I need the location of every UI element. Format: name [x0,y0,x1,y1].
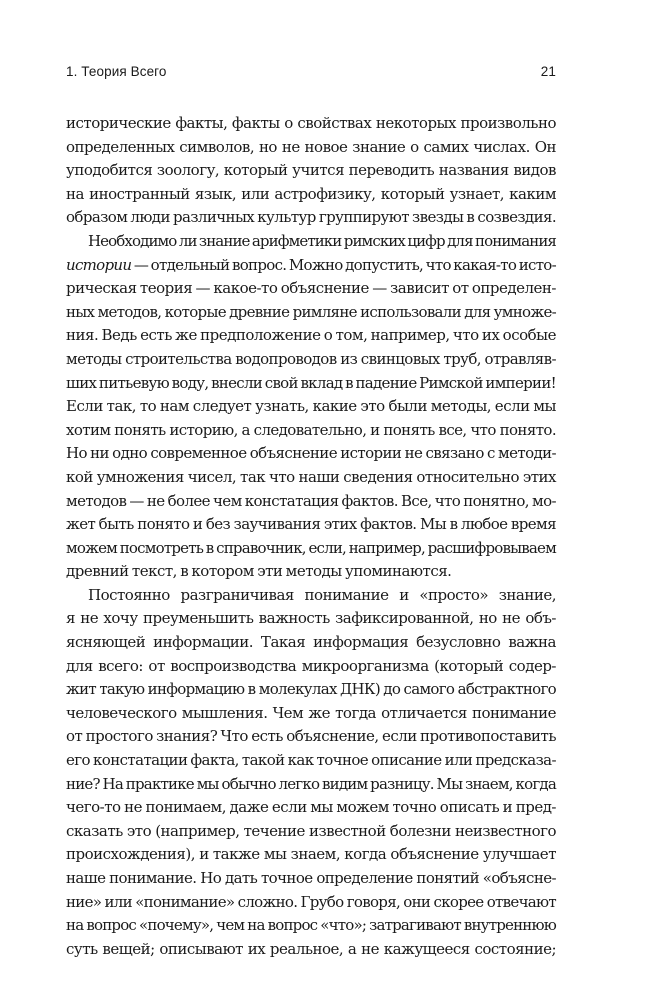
text-line: Постоянно разграничивая понимание и «просто» знание, [88,585,556,604]
text-line: определенных символов, но не новое знание о самих числах. Он [66,137,556,156]
paragraph [66,584,556,962]
text-line: ных методов, которые древние римляне использовали для умноже- [66,302,556,321]
text-line: от простого знания? Что есть объяснение, если противопоставить [66,727,557,746]
text-line: суть вещей; описывают их реальное, а не кажущееся состояние; [66,939,556,958]
text-line: для всего: от воспроизводства микроорганизма (который содер- [66,656,556,675]
text-line: можем посмотреть в справочник, если, например, расшифровываем [66,538,556,557]
text-line: Необходимо ли знание арифметики римских цифр для понимания [88,231,556,250]
text-line: на вопрос «почему», чем на вопрос «что»; затрагивают внутреннюю [66,916,556,935]
text-line: Если так, то нам следует узнать, какие это были методы, если мы [66,397,556,416]
paragraph [66,112,556,230]
text-line: человеческого мышления. Чем же тогда отличается понимание [66,703,556,722]
text-line: методы строительства водопроводов из свинцовых труб, отравляв- [66,349,556,368]
text-line: хотим понять историю, а следовательно, и понять все, что понято. [66,420,556,439]
text-line: уподобится зоологу, который учится переводить названия видов [66,161,556,180]
text-line: методов — не более чем констатация фактов. Все, что понятно, мо- [66,491,556,510]
body-text [66,112,556,961]
text-line: ние» или «понимание» сложно. Грубо говоря, они скорее отвечают [66,892,556,911]
text-line: древний текст, в котором эти методы упоминаются. [66,562,452,581]
text-line: Но ни одно современное объяснение истории не связано с методи- [66,444,556,463]
text-line: сказать это (например, течение известной болезни неизвестного [66,821,556,840]
text-line: ясняющей информации. Такая информация безусловно важна [66,633,556,652]
text-line: ния. Ведь есть же предположение о том, например, что их особые [66,326,556,345]
text-line: чего-то не понимаем, даже если мы можем точно описать и пред- [66,798,556,817]
text-line: образом люди различных культур группируют звезды в созвездия. [66,208,556,227]
text-line: исторические факты, факты о свойствах некоторых произвольно [66,114,556,132]
chapter-title: 1. Теория Всего [66,64,167,79]
text-line: происхождения), и также мы знаем, когда объяснение улучшает [66,845,556,864]
italic-word: истории [66,255,132,274]
text-line: ние? На практике мы обычно легко видим разницу. Мы знаем, когда [66,774,556,793]
text-line: рическая теория — какое-то объяснение — зависит от определен- [66,279,556,298]
text-line: его констатации факта, такой как точное описание или предсказа- [66,751,556,770]
text-line: на иностранный язык, или астрофизику, который узнает, каким [66,184,556,203]
text-fragment: — отдельный вопрос. Можно допустить, что какая-то исто- [131,255,556,274]
text-line: жет быть понято и без заучивания этих фактов. Мы в любое время [66,515,556,534]
text-line [66,254,556,278]
text-line: я не хочу преуменьшить важность зафиксированной, но не объ- [66,609,556,628]
page-number: 21 [540,64,556,79]
running-head [66,64,556,84]
paragraph [66,230,556,584]
text-line: наше понимание. Но дать точное определение понятий «объясне- [66,869,556,887]
text-line: ших питьевую воду, внесли свой вклад в падение Римской империи! [66,373,556,392]
text-line: жит такую информацию в молекулах ДНК) до самого абстрактного [66,680,556,699]
text-line: кой умножения чисел, так что наши сведения относительно этих [66,467,556,486]
